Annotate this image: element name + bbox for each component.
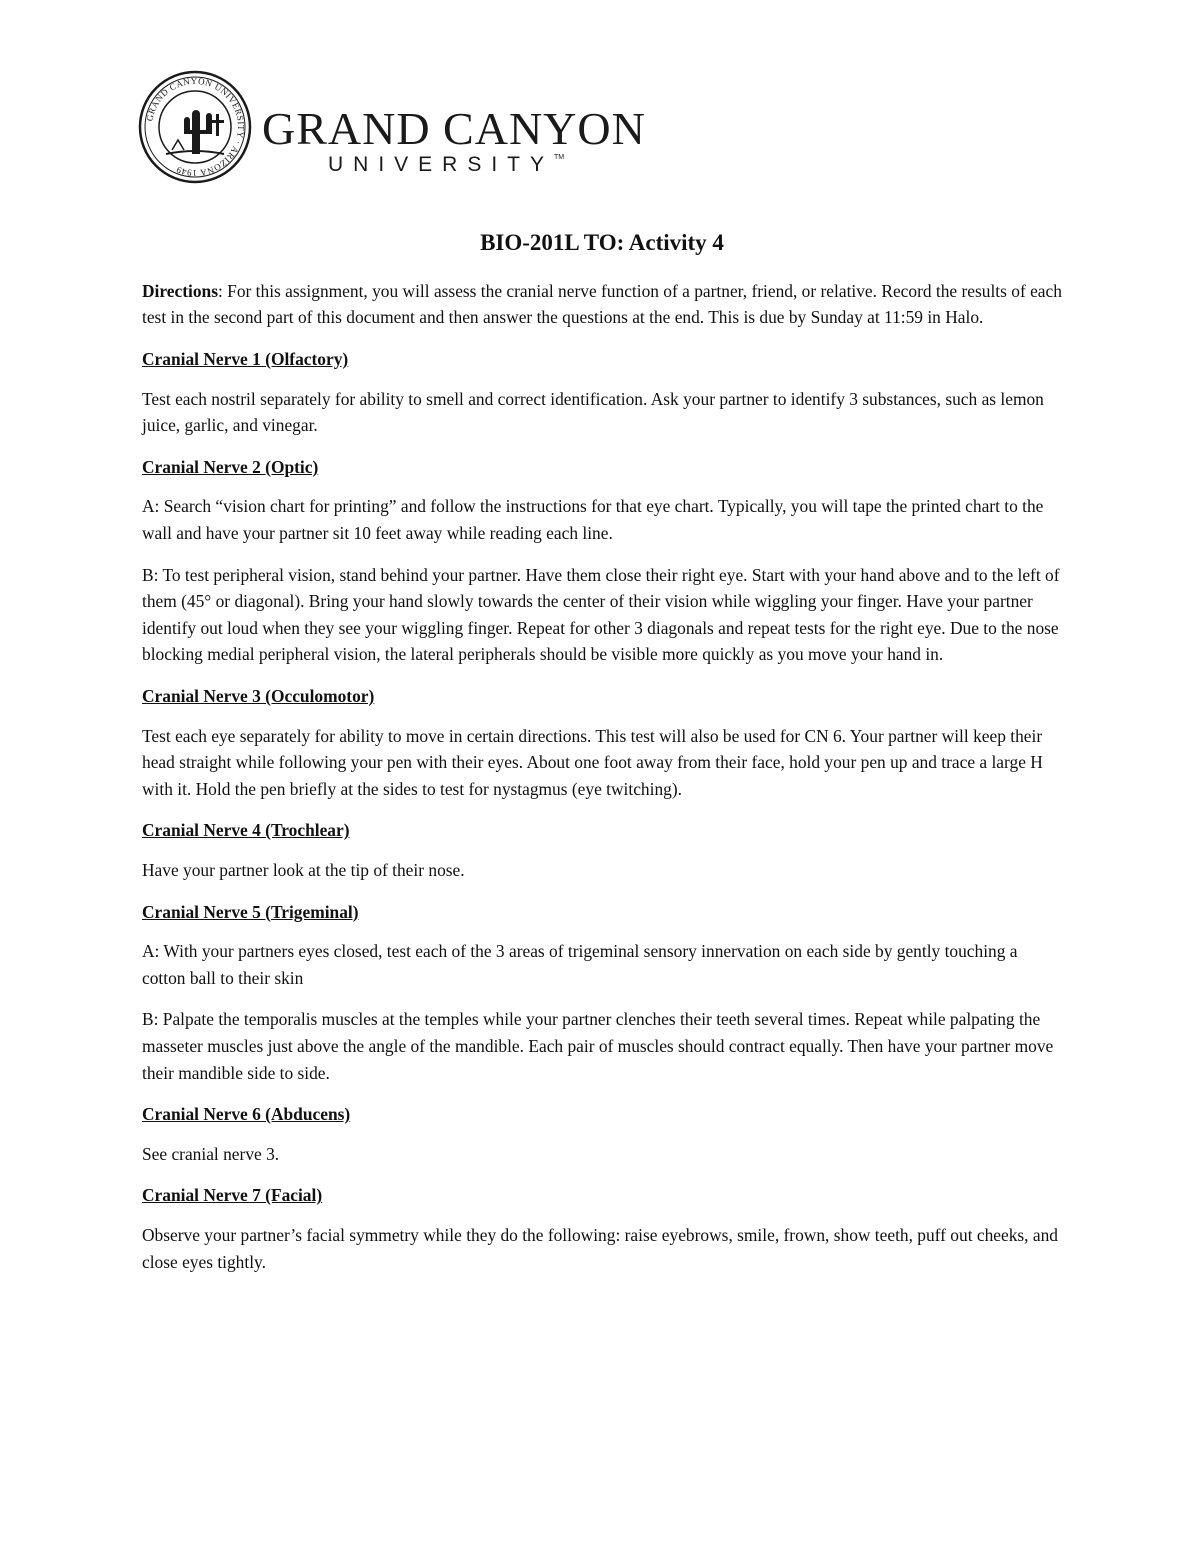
svg-text:GRAND CANYON UNIVERSITY · ARIZ: GRAND CANYON UNIVERSITY · ARIZONA 1949 (144, 75, 247, 179)
directions-label: Directions (142, 280, 218, 301)
section-paragraph-cn5-a: A: With your partners eyes closed, test each of the 3 areas of trigeminal sensory innervation on each side by gently touching a cotton ball to their skin (142, 941, 1018, 988)
section-paragraph-cn6: See cranial nerve 3. (142, 1143, 280, 1164)
document-title: BIO-201L TO: Activity 4 (480, 230, 724, 255)
section-paragraph-cn4: Have your partner look at the tip of their nose. (142, 859, 465, 880)
section-paragraph-cn5-b: B: Palpate the temporalis muscles at the temples while your partner clenches their teeth several times. Repeat while palpating the masseter muscles just above the angle of the mandible. Each pair of muscles should contract equally. Then have your partner move their mandible side to side. (142, 1009, 1054, 1083)
section-paragraph-cn7: Observe your partner’s facial symmetry while they do the following: raise eyebrows, smile, frown, show teeth, puff out cheeks, and close eyes tightly. (142, 1224, 1058, 1272)
university-seal-icon (138, 70, 252, 184)
section-heading-cn5: Cranial Nerve 5 (Trigeminal) (142, 901, 359, 922)
university-name-line2 (328, 154, 564, 175)
section-heading-cn6: Cranial Nerve 6 (Abducens) (142, 1104, 351, 1125)
directions-paragraph (142, 278, 1062, 331)
section-heading-cn7: Cranial Nerve 7 (Facial) (142, 1185, 323, 1206)
document-content (142, 228, 1062, 1290)
section-paragraph-cn2-b: B: To test peripheral vision, stand behind your partner. Have them close their right eye. Start with your hand above and to the left of them (45° or diagonal). Bring your hand slowly towards the center of their vision while wiggling your finger. Have your partner identify out loud when they see your wiggling finger. Repeat for other 3 diagonals and repeat tests for the right eye. Due to the nose blocking medial peripheral vision, the lateral peripherals should be visible more quickly as you move your hand in. (142, 564, 1060, 665)
university-name-line2-text: UNIVERSITY (328, 153, 555, 176)
section-heading-cn4: Cranial Nerve 4 (Trochlear) (142, 820, 350, 841)
trademark-mark: TM (554, 154, 565, 161)
section-heading-cn3: Cranial Nerve 3 (Occulomotor) (142, 686, 375, 707)
university-logo (138, 70, 658, 186)
university-name-line1: GRAND CANYON (262, 103, 646, 154)
section-paragraph-cn1: Test each nostril separately for ability to smell and correct identification. Ask your partner to identify 3 substances, such as lemon juice, garlic, and vinegar. (142, 388, 1044, 436)
section-heading-cn2: Cranial Nerve 2 (Optic) (142, 456, 319, 477)
section-paragraph-cn3: Test each eye separately for ability to move in certain directions. This test will also be used for CN 6. Your partner will keep their head straight while following your pen with their eyes. About one foot away from their face, hold your pen up and trace a large H with it. Hold the pen briefly at the sides to test for nystagmus (eye twitching). (142, 725, 1043, 799)
directions-text: : For this assignment, you will assess the cranial nerve function of a partner, friend, or relative. Record the results of each test in the second part of this document and then answer the questions at the end. This is due by Sunday at 11:59 in Halo. (142, 280, 1062, 328)
section-paragraph-cn2-a: A: Search “vision chart for printing” and follow the instructions for that eye chart. Typically, you will tape the printed chart to the wall and have your partner sit 10 feet away while reading each line. (142, 496, 1044, 544)
section-heading-cn1: Cranial Nerve 1 (Olfactory) (142, 349, 349, 370)
